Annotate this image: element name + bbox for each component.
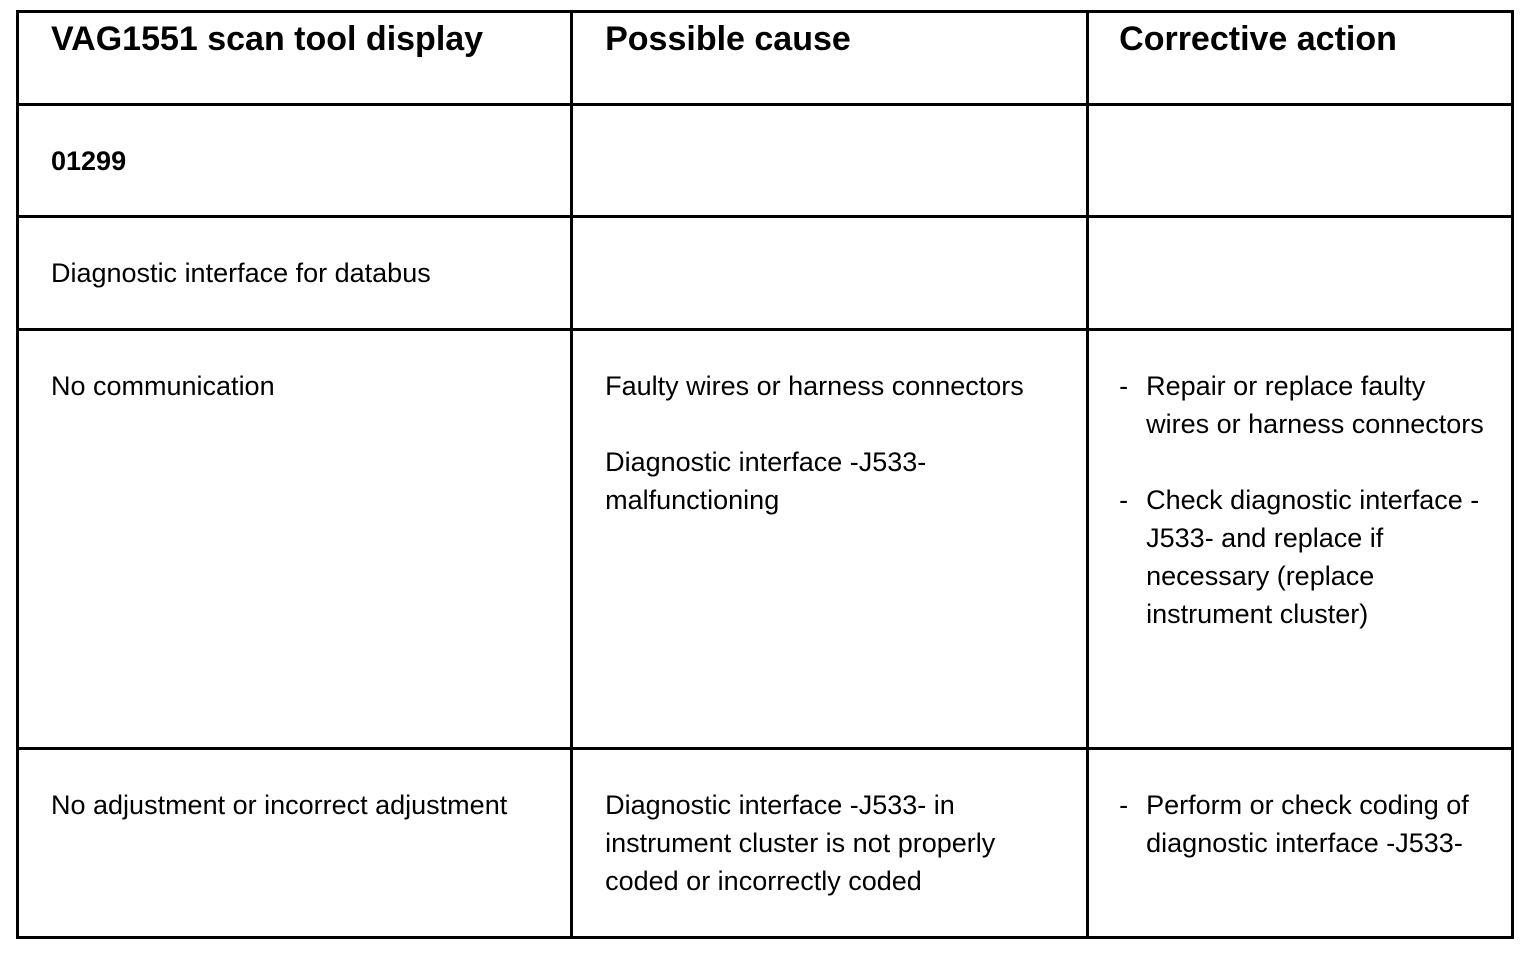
action-cell (1088, 105, 1513, 217)
dash-bullet: - (1119, 789, 1129, 820)
action-text: Check diagnostic interface -J533- and replace if necessary (replace instrument cluster) (1146, 484, 1480, 629)
action-item (1119, 786, 1493, 862)
display-cell (18, 105, 572, 217)
cause-cell (572, 217, 1088, 329)
action-list (1119, 367, 1493, 633)
cause-cell (572, 748, 1088, 937)
action-cell (1088, 329, 1513, 748)
action-cell (1088, 748, 1513, 937)
fault-description: Diagnostic interface for databus (51, 258, 431, 289)
action-item (1119, 481, 1493, 633)
cause-text: Faulty wires or harness connectors (605, 370, 1024, 401)
header-row (18, 12, 1513, 105)
cause-text: Diagnostic interface -J533- in instrument cluster is not properly coded or incorrectly coded (605, 789, 996, 896)
display-cell (18, 329, 572, 748)
action-text: Perform or check coding of diagnostic interface -J533- (1146, 789, 1469, 858)
action-item (1119, 367, 1493, 443)
header-display: VAG1551 scan tool display (51, 20, 484, 58)
table-row (18, 217, 1513, 329)
display-cell (18, 217, 572, 329)
header-cell-display (18, 12, 572, 105)
header-action: Corrective action (1119, 20, 1397, 58)
header-cell-cause (572, 12, 1088, 105)
dash-bullet: - (1119, 370, 1129, 401)
cause-text: Diagnostic interface -J533- malfunctioning (605, 446, 927, 515)
fault-condition: No communication (51, 370, 275, 401)
fault-code: 01299 (51, 146, 127, 177)
fault-condition: No adjustment or incorrect adjustment (51, 789, 508, 820)
action-list (1119, 786, 1493, 862)
table-row (18, 105, 1513, 217)
action-cell (1088, 217, 1513, 329)
display-cell (18, 748, 572, 937)
cause-cell (572, 105, 1088, 217)
header-cause: Possible cause (605, 20, 851, 58)
header-cell-action (1088, 12, 1513, 105)
table-row (18, 748, 1513, 937)
action-text: Repair or replace faulty wires or harness connectors (1146, 370, 1484, 439)
dash-bullet: - (1119, 484, 1129, 515)
table-row (18, 329, 1513, 748)
cause-cell (572, 329, 1088, 748)
diagnostic-table (16, 10, 1514, 939)
